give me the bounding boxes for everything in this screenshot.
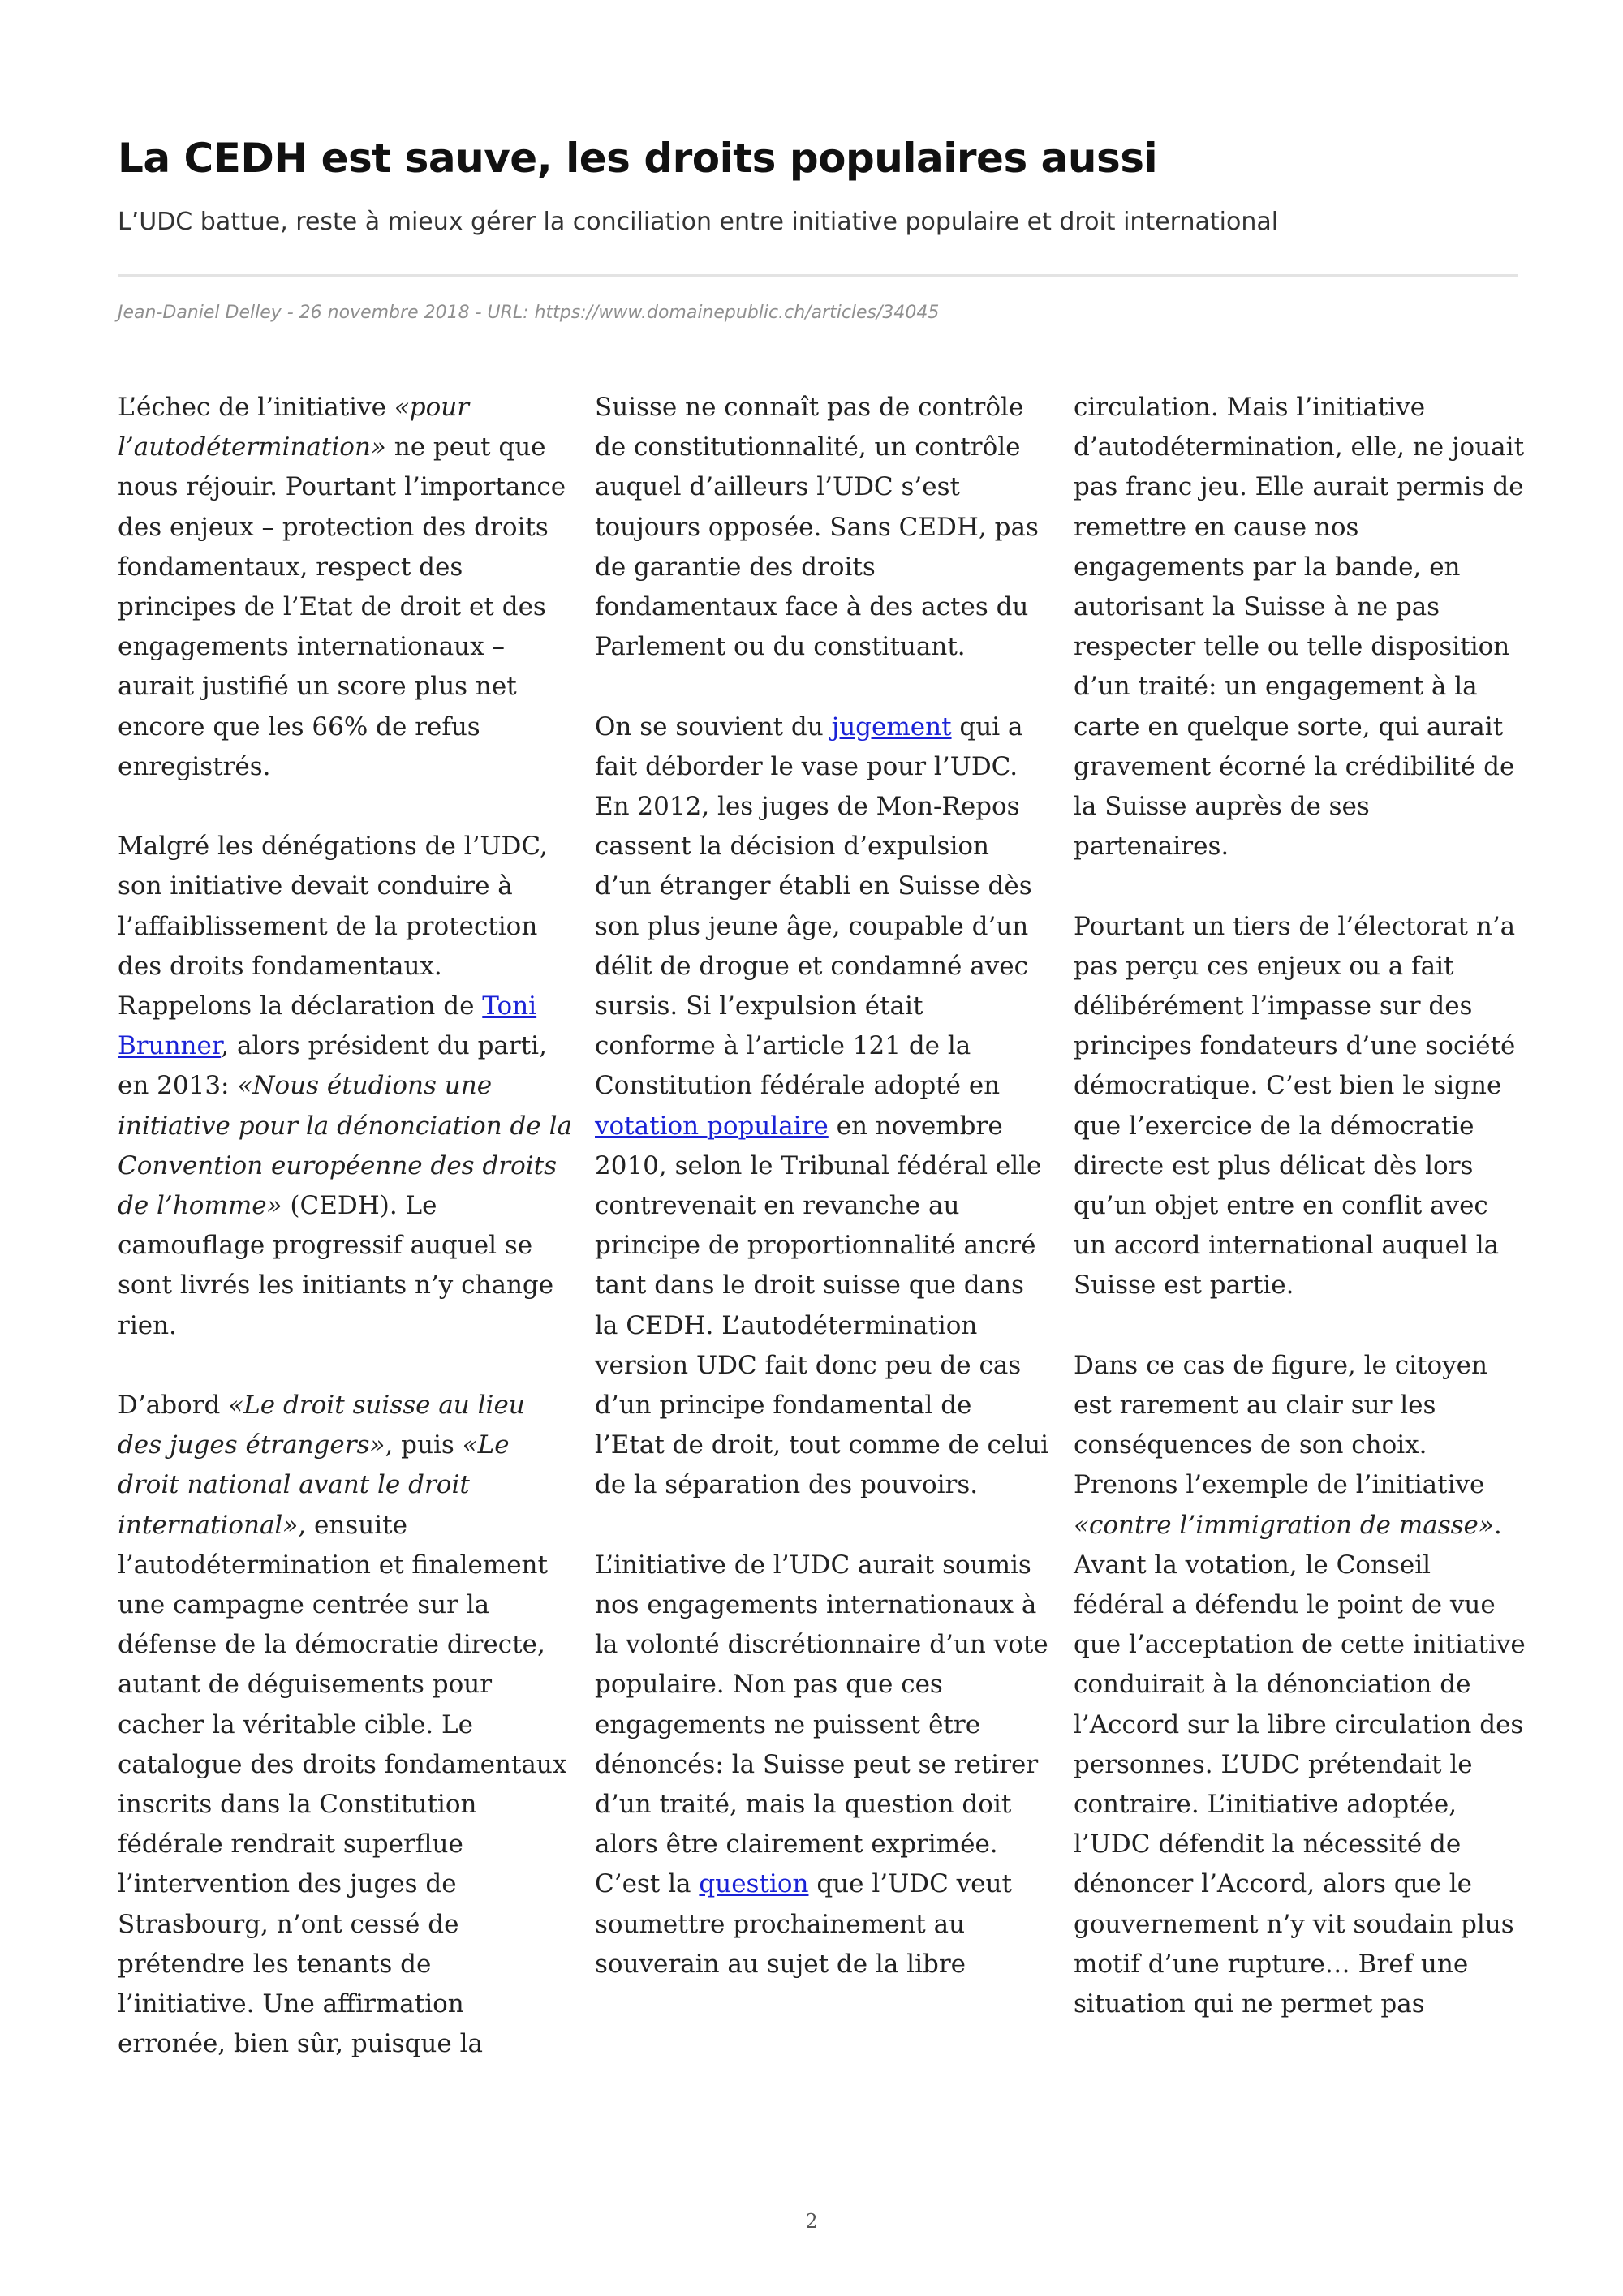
text-run: que l’UDC veut soumettre prochainement au souverain au sujet de la libre	[595, 1869, 1012, 1979]
inline-link[interactable]: question	[699, 1869, 809, 1899]
article-title: La CEDH est sauve, les droits populaires aussi	[118, 135, 1158, 182]
text-run: Pourtant un tiers de l’électorat n’a pas perçu ces enjeux ou a fait délibérément l’impasse sur des principes fondateurs d’une société démocratique. C’est bien le signe que l’exercice de la démocratie directe est plus délicat dès lors qu’un objet entre en conflit avec un accord international auquel la Suisse est partie.	[1074, 911, 1516, 1301]
article-subtitle: L’UDC battue, reste à mieux gérer la conciliation entre initiative populaire et droit international	[118, 208, 1279, 236]
inline-link[interactable]: Toni Brunner	[118, 991, 537, 1061]
text-run: L’initiative de l’UDC aurait soumis nos engagements internationaux à la volonté discrétionnaire d’un vote populaire. Non pas que ces engagements ne puissent être dénoncés: la Suisse peut se retirer d’un traité, mais la question doit alors être clairement exprimée. C’est la	[595, 1550, 1048, 1899]
paragraph	[595, 707, 1049, 1506]
text-run: Suisse ne connaît pas de contrôle de constitutionnalité, un contrôle auquel d’ailleurs l’UDC s’est toujours opposée. Sans CEDH, pas de garantie des droits fondamentaux face à des actes du Parlement ou du constituant.	[595, 393, 1039, 662]
paragraph	[1074, 907, 1528, 1306]
inline-link[interactable]: votation populaire	[595, 1111, 829, 1141]
paragraph	[118, 827, 572, 1346]
text-run: , ensuite l’autodétermination et finalement une campagne centrée sur la défense de la démocratie directe, autant de déguisements pour cacher la véritable cible. Le catalogue des droits fondamentaux inscrits dans la Constitution fédérale rendrait superflue l’intervention des juges de Strasbourg, n’ont cessé de prétendre les tenants de l’initiative. Une affirmation erronée, bien sûr, puisque la	[118, 1510, 567, 2059]
text-run: . Avant la votation, le Conseil fédéral a défendu le point de vue que l’acceptation de cette initiative conduirait à la dénonciation de l’Accord sur la libre circulation des personnes. L’UDC prétendait le contraire. L’initiative adoptée, l’UDC défendit la nécessité de dénoncer l’Accord, alors que le gouvernement n’y vit soudain plus motif d’une rupture… Bref une situation qui ne permet pas	[1074, 1510, 1526, 2019]
text-run: , alors président du parti, en 2013:	[118, 1031, 547, 1101]
text-run: L’échec de l’initiative	[118, 393, 394, 422]
text-column-2	[595, 388, 1049, 2024]
paragraph	[595, 388, 1049, 667]
paragraph	[1074, 388, 1528, 866]
italic-quote: «Le droit suisse au lieu des juges étrangers»	[118, 1391, 525, 1460]
text-run: qui a fait déborder le vase pour l’UDC. En 2012, les juges de Mon-Repos cassent la décision d’expulsion d’un étranger établi en Suisse dès son plus jeune âge, coupable d’un délit de drogue et condamné avec sursis. Si l’expulsion était conforme à l’article 121 de la Constitution fédérale adopté en	[595, 712, 1032, 1101]
text-run: On se souvient du	[595, 712, 832, 742]
paragraph	[595, 1546, 1049, 1984]
text-run: , puis	[385, 1430, 463, 1460]
italic-quote: «Nous étudions une initiative pour la dénonciation de la Convention européenne des droits de l’homme»	[118, 1071, 572, 1221]
text-run: Dans ce cas de figure, le citoyen est rarement au clair sur les conséquences de son choix. Prenons l’exemple de l’initiative	[1074, 1350, 1487, 1500]
header-divider	[118, 274, 1518, 277]
text-run: D’abord	[118, 1391, 229, 1421]
text-column-3	[1074, 388, 1528, 2064]
article-byline: Jean-Daniel Delley - 26 novembre 2018 - URL: https://www.domainepublic.ch/articles/34045	[118, 303, 940, 323]
text-column-1	[118, 388, 572, 2105]
text-run: circulation. Mais l’initiative d’autodétermination, elle, ne jouait pas franc jeu. Elle aurait permis de remettre en cause nos engagements par la bande, en autorisant la Suisse à ne pas respecter telle ou telle disposition d’un traité: un engagement à la carte en quelque sorte, qui aurait gravement écorné la crédibilité de la Suisse auprès de ses partenaires.	[1074, 393, 1525, 862]
italic-quote: «pour l’autodétermination»	[118, 393, 470, 462]
paragraph	[1074, 1346, 1528, 2024]
inline-link[interactable]: jugement	[831, 712, 952, 742]
italic-quote: «Le droit national avant le droit international»	[118, 1430, 510, 1540]
text-run: en novembre 2010, selon le Tribunal fédéral elle contrevenait en revanche au principe de proportionnalité ancré tant dans le droit suisse que dans la CEDH. L’autodétermination version UDC fait donc peu de cas d’un principe fondamental de l’Etat de droit, tout comme de celui de la séparation des pouvoirs.	[595, 1111, 1049, 1500]
paragraph	[118, 1386, 572, 2064]
paragraph	[118, 388, 572, 787]
text-run: ne peut que nous réjouir. Pourtant l’importance des enjeux – protection des droits fondamentaux, respect des principes de l’Etat de droit et des engagements internationaux – aurait justifié un score plus net encore que les 66% de refus enregistrés.	[118, 432, 566, 781]
page-number: 2	[805, 2210, 818, 2233]
italic-quote: «contre l’immigration de masse»	[1074, 1510, 1494, 1540]
text-run: Malgré les dénégations de l’UDC, son initiative devait conduire à l’affaiblissement de la protection des droits fondamentaux. Rappelons la déclaration de	[118, 832, 548, 1021]
text-run: (CEDH). Le camouflage progressif auquel se sont livrés les initiants n’y change rien.	[118, 1191, 554, 1340]
